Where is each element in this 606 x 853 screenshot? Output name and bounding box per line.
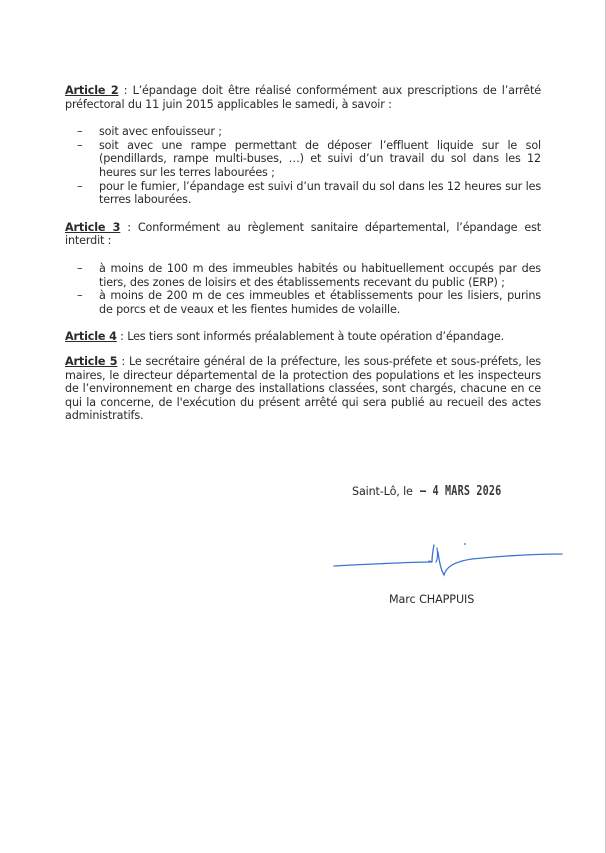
dash-bullet-icon: – (77, 289, 83, 303)
article-2-label: Article 2 (65, 84, 119, 97)
article-5-label: Article 5 (65, 354, 118, 368)
article-2-separator: : (118, 84, 133, 97)
article-3 (65, 221, 541, 248)
article-4-text: Les tiers sont informés préalablement à toute opération d’épandage. (127, 330, 505, 344)
list-item: – à moins de 100 m des immeubles habités ou habituellement occupés par des tiers, des zones de loisirs et des établissements recevant du public (ERP) ; (77, 261, 541, 289)
article-4-separator: : (116, 330, 128, 344)
list-item: – pour le fumier, l’épandage est suivi d’un travail du sol dans les 12 heures sur les terres labourées. (77, 179, 541, 207)
article-3-list (65, 262, 541, 316)
article-2-text: L’épandage doit être réalisé conformément aux prescriptions de l’arrêté préfectoral du 11 juin 2015 applicables le samedi, à savoir : (65, 84, 541, 111)
article-5 (65, 355, 541, 423)
article-3-text: Conformément au règlement sanitaire départemental, l’épandage est interdit : (65, 220, 541, 248)
place-date (352, 484, 525, 499)
article-5-separator: : (117, 354, 129, 368)
article-3-separator: : (120, 220, 138, 234)
list-item: – soit avec une rampe permettant de déposer l’effluent liquide sur le sol (pendillards, rampe multi-buses, …) et suivi d’un travail du sol dans les 12 heures sur les terres labourées ; (77, 138, 541, 179)
dash-bullet-icon: – (77, 138, 83, 152)
dash-bullet-icon: – (77, 179, 83, 193)
list-item: – à moins de 200 m de ces immeubles et établissements pour les lisiers, purins de porcs et de veaux et les fientes humides de volaille. (77, 289, 541, 316)
article-2 (65, 84, 541, 111)
article-4-label: Article 4 (65, 330, 117, 344)
place-date-prefix: Saint-Lô, le (352, 485, 413, 498)
document-body (65, 84, 541, 423)
date-stamp: – 4 MARS 2026 (420, 484, 502, 499)
list-item: – soit avec enfouisseur ; (77, 125, 222, 139)
article-4 (65, 330, 541, 344)
dash-bullet-icon: – (77, 125, 83, 139)
dash-bullet-icon: – (77, 261, 83, 275)
article-2-list (65, 125, 541, 207)
article-5-text: Le secrétaire général de la préfecture, les sous-préfete et sous-préfets, les maires, le directeur départemental de la protection des populations et les inspecteurs de l’environnement en charge des installations classées, sont chargés, chacune en ce qui la concerne, de l'exécution du présent arrêté qui sera publié au recueil des actes administratifs. (65, 354, 541, 423)
signature-icon (332, 540, 568, 580)
article-3-label: Article 3 (65, 220, 121, 234)
signatory-name: Marc CHAPPUIS (389, 593, 475, 606)
